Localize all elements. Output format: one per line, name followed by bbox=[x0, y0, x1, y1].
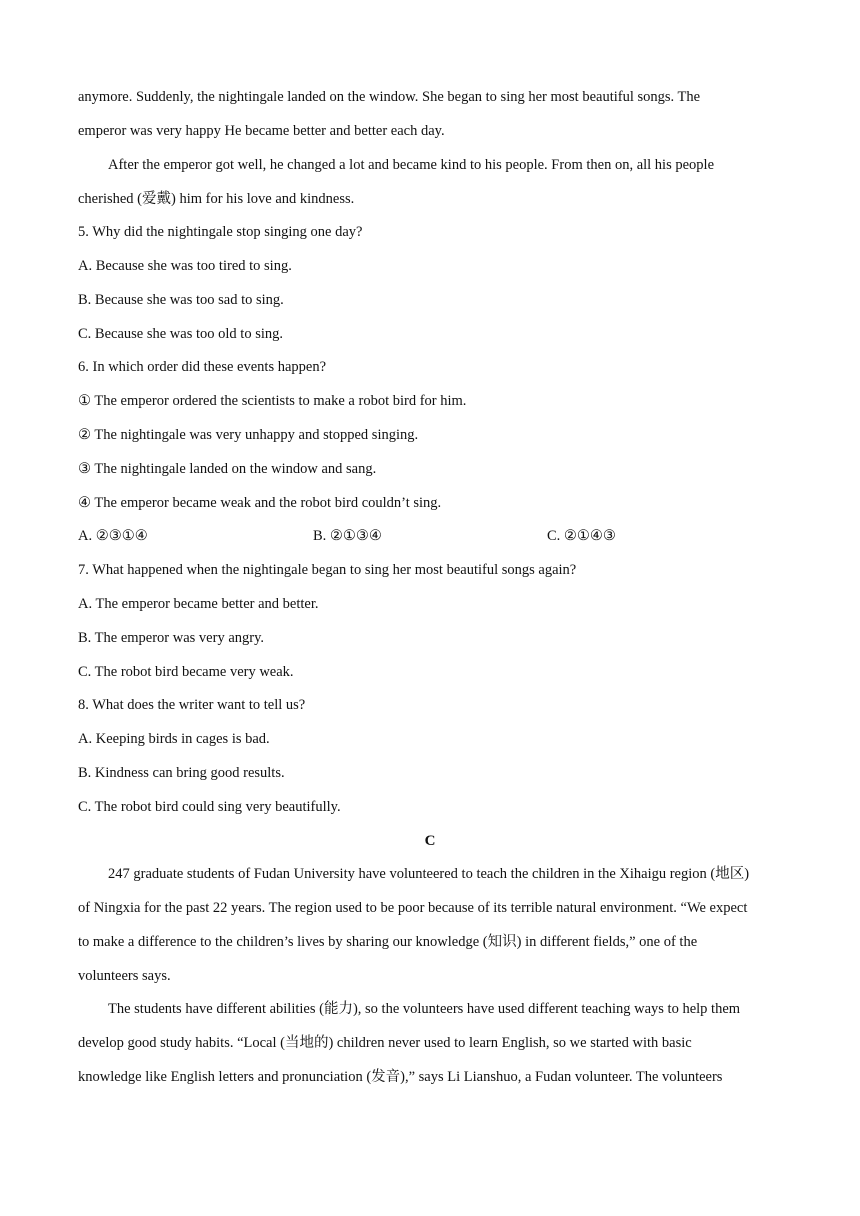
section-c-paragraph-1-line-4: volunteers says. bbox=[78, 968, 171, 984]
section-c-paragraph-1-line-3: to make a difference to the children’s lives by sharing our knowledge (知识) in different fields,” one of the bbox=[78, 934, 698, 950]
passage-b-paragraph-2-line-1: After the emperor got well, he changed a lot and became kind to his people. From then on, all his people bbox=[108, 157, 715, 173]
section-c-paragraph-2-line-3: knowledge like English letters and pronunciation (发音),” says Li Lianshuo, a Fudan volunteer. The volunteers bbox=[78, 1069, 723, 1085]
section-c-heading: C bbox=[424, 833, 436, 849]
question-6-stem: 6. In which order did these events happen? bbox=[78, 359, 327, 375]
passage-b-paragraph-2-line-2: cherished (爱戴) him for his love and kindness. bbox=[78, 191, 355, 207]
section-c-paragraph-1-line-2: of Ningxia for the past 22 years. The region used to be poor because of its terrible natural environment. “We expect bbox=[78, 900, 748, 916]
question-5-stem: 5. Why did the nightingale stop singing one day? bbox=[78, 224, 363, 240]
question-5-option-c: C. Because she was too old to sing. bbox=[78, 326, 283, 342]
question-6-option-c: C. ②①④③ bbox=[547, 528, 616, 544]
question-6-event-3: ③ The nightingale landed on the window and sang. bbox=[78, 461, 377, 477]
question-7-option-c: C. The robot bird became very weak. bbox=[78, 664, 294, 680]
question-8-option-c: C. The robot bird could sing very beautifully. bbox=[78, 799, 341, 815]
section-c-paragraph-2-line-2: develop good study habits. “Local (当地的) children never used to learn English, so we started with basic bbox=[78, 1035, 692, 1051]
section-c-paragraph-1-line-1: 247 graduate students of Fudan University have volunteered to teach the children in the Xihaigu region (地区) bbox=[108, 866, 750, 882]
question-6-event-4: ④ The emperor became weak and the robot bird couldn’t sing. bbox=[78, 495, 442, 511]
passage-b-paragraph-1-line-2: emperor was very happy He became better and better each day. bbox=[78, 123, 445, 139]
question-6-event-1: ① The emperor ordered the scientists to make a robot bird for him. bbox=[78, 393, 467, 409]
question-8-option-a: A. Keeping birds in cages is bad. bbox=[78, 731, 270, 747]
question-7-option-b: B. The emperor was very angry. bbox=[78, 630, 265, 646]
question-6-event-2: ② The nightingale was very unhappy and stopped singing. bbox=[78, 427, 419, 443]
passage-b-paragraph-1-line-1: anymore. Suddenly, the nightingale landed on the window. She began to sing her most beautiful songs. The bbox=[78, 89, 701, 105]
question-8-stem: 8. What does the writer want to tell us? bbox=[78, 697, 306, 713]
question-5-option-b: B. Because she was too sad to sing. bbox=[78, 292, 284, 308]
question-8-option-b: B. Kindness can bring good results. bbox=[78, 765, 285, 781]
question-6-option-a: A. ②③①④ bbox=[78, 528, 148, 544]
question-7-stem: 7. What happened when the nightingale began to sing her most beautiful songs again? bbox=[78, 562, 577, 578]
question-6-option-b: B. ②①③④ bbox=[313, 528, 382, 544]
question-5-option-a: A. Because she was too tired to sing. bbox=[78, 258, 292, 274]
question-7-option-a: A. The emperor became better and better. bbox=[78, 596, 319, 612]
section-c-paragraph-2-line-1: The students have different abilities (能力), so the volunteers have used different teaching ways to help them bbox=[108, 1001, 741, 1017]
